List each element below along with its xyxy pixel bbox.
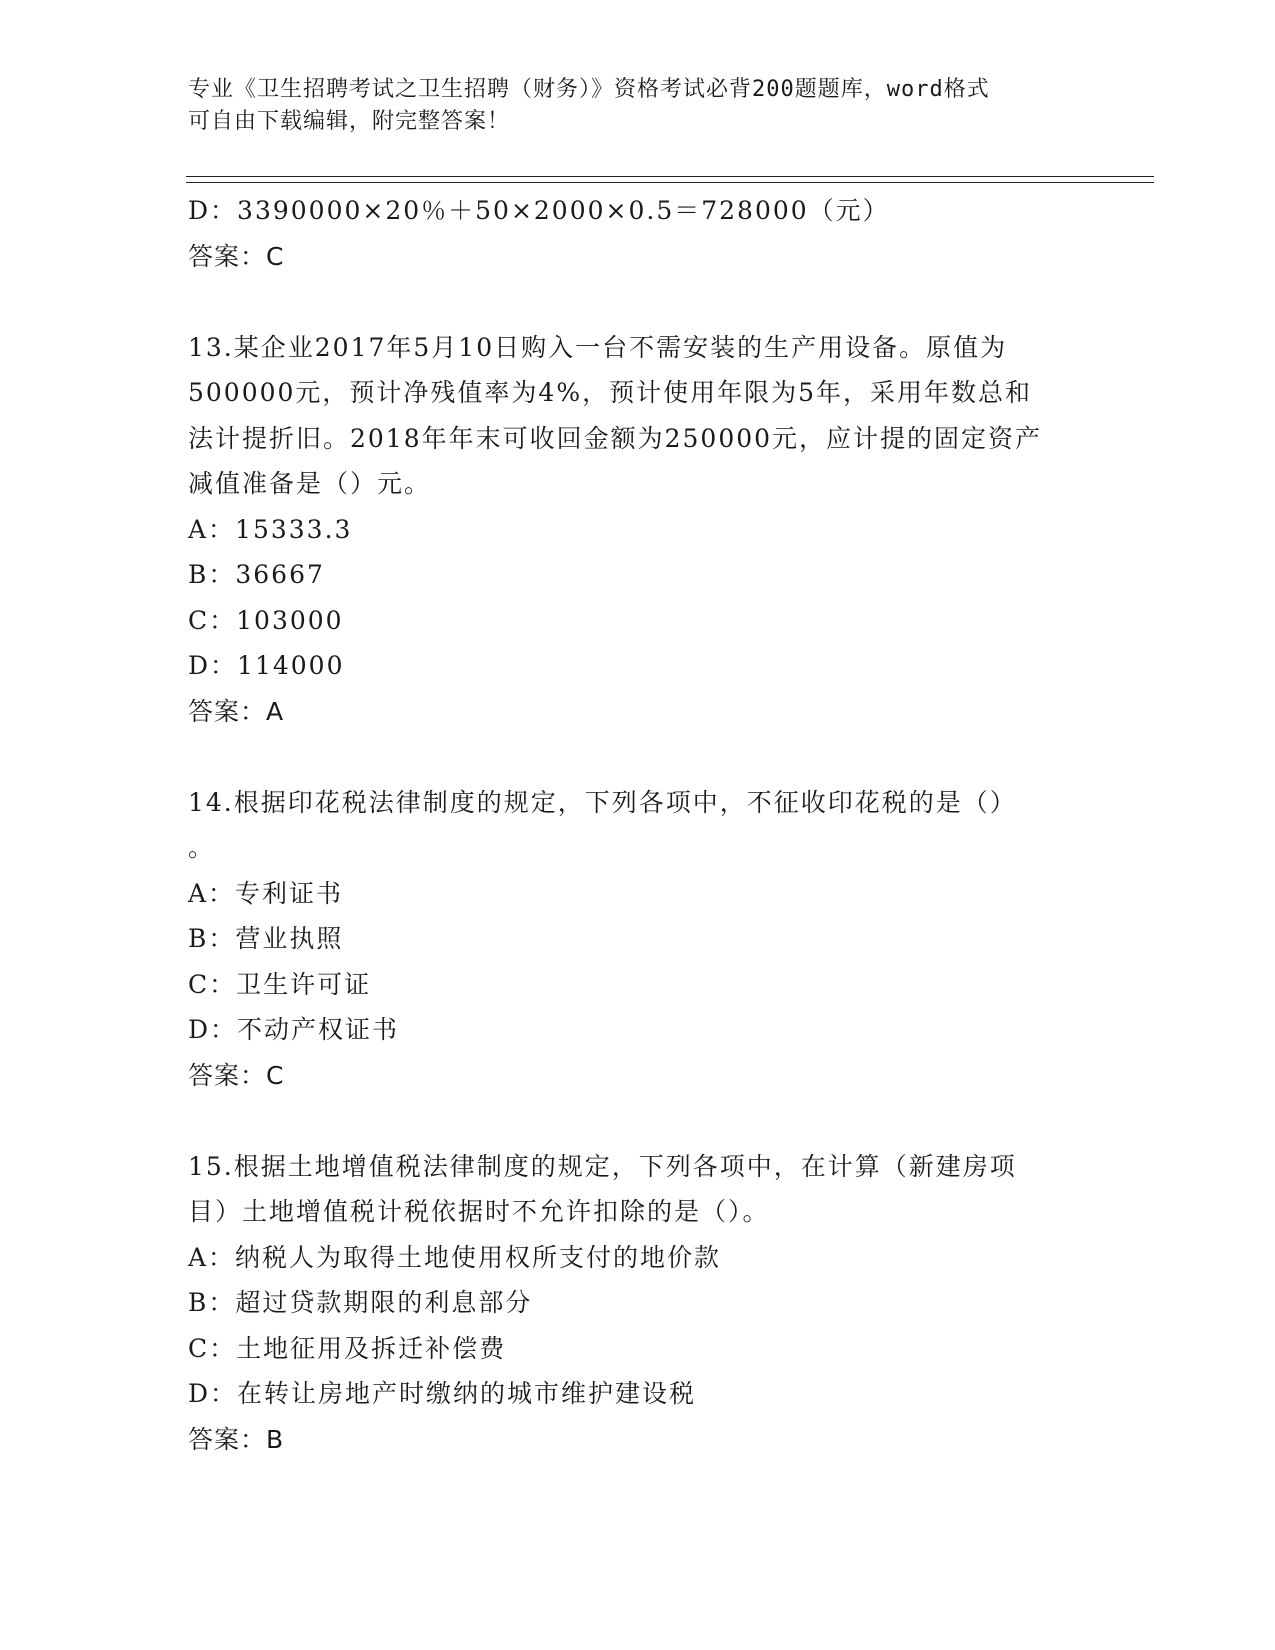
option-a: A：15333.3 <box>188 514 353 544</box>
option-d: D：114000 <box>188 651 345 680</box>
document-header <box>188 74 1068 138</box>
header-line-2: 可自由下载编辑，附完整答案！ <box>188 109 511 134</box>
answer-line: 答案：A <box>188 696 285 726</box>
answer-line: 答案：B <box>188 1424 285 1454</box>
question-stem-line: 500000元，预计净残值率为4%，预计使用年限为5年，采用年数总和 <box>188 378 1033 407</box>
question-15 <box>188 1144 1088 1463</box>
option-d: D：3390000×20％＋50×2000×0.5＝728000（元） <box>188 196 890 225</box>
option-d: D：不动产权证书 <box>188 1015 400 1044</box>
option-b: B：超过贷款期限的利息部分 <box>188 1288 533 1317</box>
option-b: B：36667 <box>188 560 325 589</box>
question-13 <box>188 325 1088 735</box>
document-body <box>188 188 1088 1462</box>
previous-question-tail <box>188 188 1088 279</box>
question-stem-line: 目）土地增值税计税依据时不允许扣除的是（）。 <box>188 1197 770 1226</box>
header-divider-bottom <box>186 182 1154 183</box>
spacer <box>188 734 1088 780</box>
option-a: A：专利证书 <box>188 878 344 908</box>
question-stem-line: 15.根据土地增值税法律制度的规定，下列各项中，在计算（新建房项 <box>188 1151 1017 1181</box>
header-divider-top <box>186 176 1154 177</box>
answer-line: 答案：C <box>188 1060 285 1090</box>
header-line-1: 专业《卫生招聘考试之卫生招聘（财务）》资格考试必背200题题库，word格式 <box>188 77 990 102</box>
question-stem-line: 14.根据印花税法律制度的规定，下列各项中，不征收印花税的是（） <box>188 787 1017 817</box>
question-stem-line: 13.某企业2017年5月10日购入一台不需安装的生产用设备。原值为 <box>188 332 1008 362</box>
option-c: C：103000 <box>188 605 344 635</box>
option-d: D：在转让房地产时缴纳的城市维护建设税 <box>188 1379 697 1408</box>
question-stem-line: 减值准备是（）元。 <box>188 469 432 498</box>
spacer <box>188 1098 1088 1144</box>
option-b: B：营业执照 <box>188 924 344 953</box>
question-14 <box>188 780 1088 1099</box>
question-stem-line: 法计提折旧。2018年年末可收回金额为250000元，应计提的固定资产 <box>188 423 1043 453</box>
question-stem-line: 。 <box>188 833 216 862</box>
option-a: A：纳税人为取得土地使用权所支付的地价款 <box>188 1242 722 1272</box>
option-c: C：卫生许可证 <box>188 969 372 999</box>
answer-line: 答案：C <box>188 241 285 271</box>
spacer <box>188 279 1088 325</box>
option-c: C：土地征用及拆迁补偿费 <box>188 1333 507 1363</box>
